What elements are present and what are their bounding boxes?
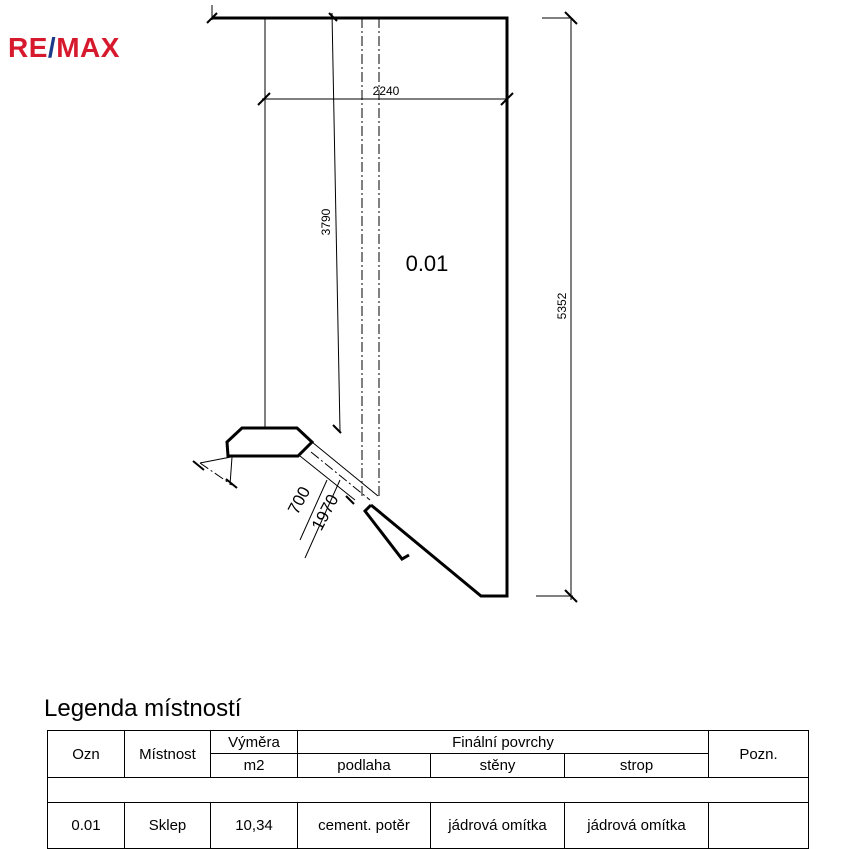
dim-window-width-label: 700 bbox=[284, 483, 315, 518]
dimension-ticks bbox=[193, 12, 577, 602]
header-vymera: Výměra bbox=[211, 731, 298, 754]
spacer-row bbox=[48, 778, 809, 803]
logo-slash: / bbox=[47, 32, 57, 63]
window-opening bbox=[227, 428, 312, 456]
header-steny: stěny bbox=[431, 754, 565, 778]
room-label: 0.01 bbox=[405, 251, 449, 276]
cell-vymera: 10,34 bbox=[211, 803, 298, 849]
outer-wall bbox=[212, 18, 507, 596]
header-strop: strop bbox=[565, 754, 709, 778]
header-row bbox=[48, 731, 809, 754]
logo-re: RE bbox=[8, 32, 48, 63]
dim-inner-height-label: 3790 bbox=[319, 208, 333, 236]
header-unit: m2 bbox=[211, 754, 298, 778]
cell-mistnost: Sklep bbox=[125, 803, 211, 849]
cell-pozn bbox=[709, 803, 809, 849]
dim-window-height-label: 1970 bbox=[307, 491, 343, 534]
header-podlaha: podlaha bbox=[298, 754, 431, 778]
header-mistnost: Místnost bbox=[125, 731, 211, 778]
table-row bbox=[48, 803, 809, 849]
legend-title: Legenda místností bbox=[44, 695, 242, 722]
cell-steny: jádrová omítka bbox=[431, 803, 565, 849]
header-finalni-povrchy: Finální povrchy bbox=[298, 731, 709, 754]
cell-podlaha: cement. potěr bbox=[298, 803, 431, 849]
walls bbox=[212, 18, 507, 596]
cell-ozn: 0.01 bbox=[48, 803, 125, 849]
room-legend-table bbox=[47, 730, 809, 849]
dim-total-height-label: 5352 bbox=[555, 292, 569, 320]
cell-strop: jádrová omítka bbox=[565, 803, 709, 849]
dim-width-label: 2240 bbox=[372, 84, 400, 98]
header-pozn: Pozn. bbox=[709, 731, 809, 778]
logo-max: MAX bbox=[56, 32, 120, 63]
header-ozn: Ozn bbox=[48, 731, 125, 778]
